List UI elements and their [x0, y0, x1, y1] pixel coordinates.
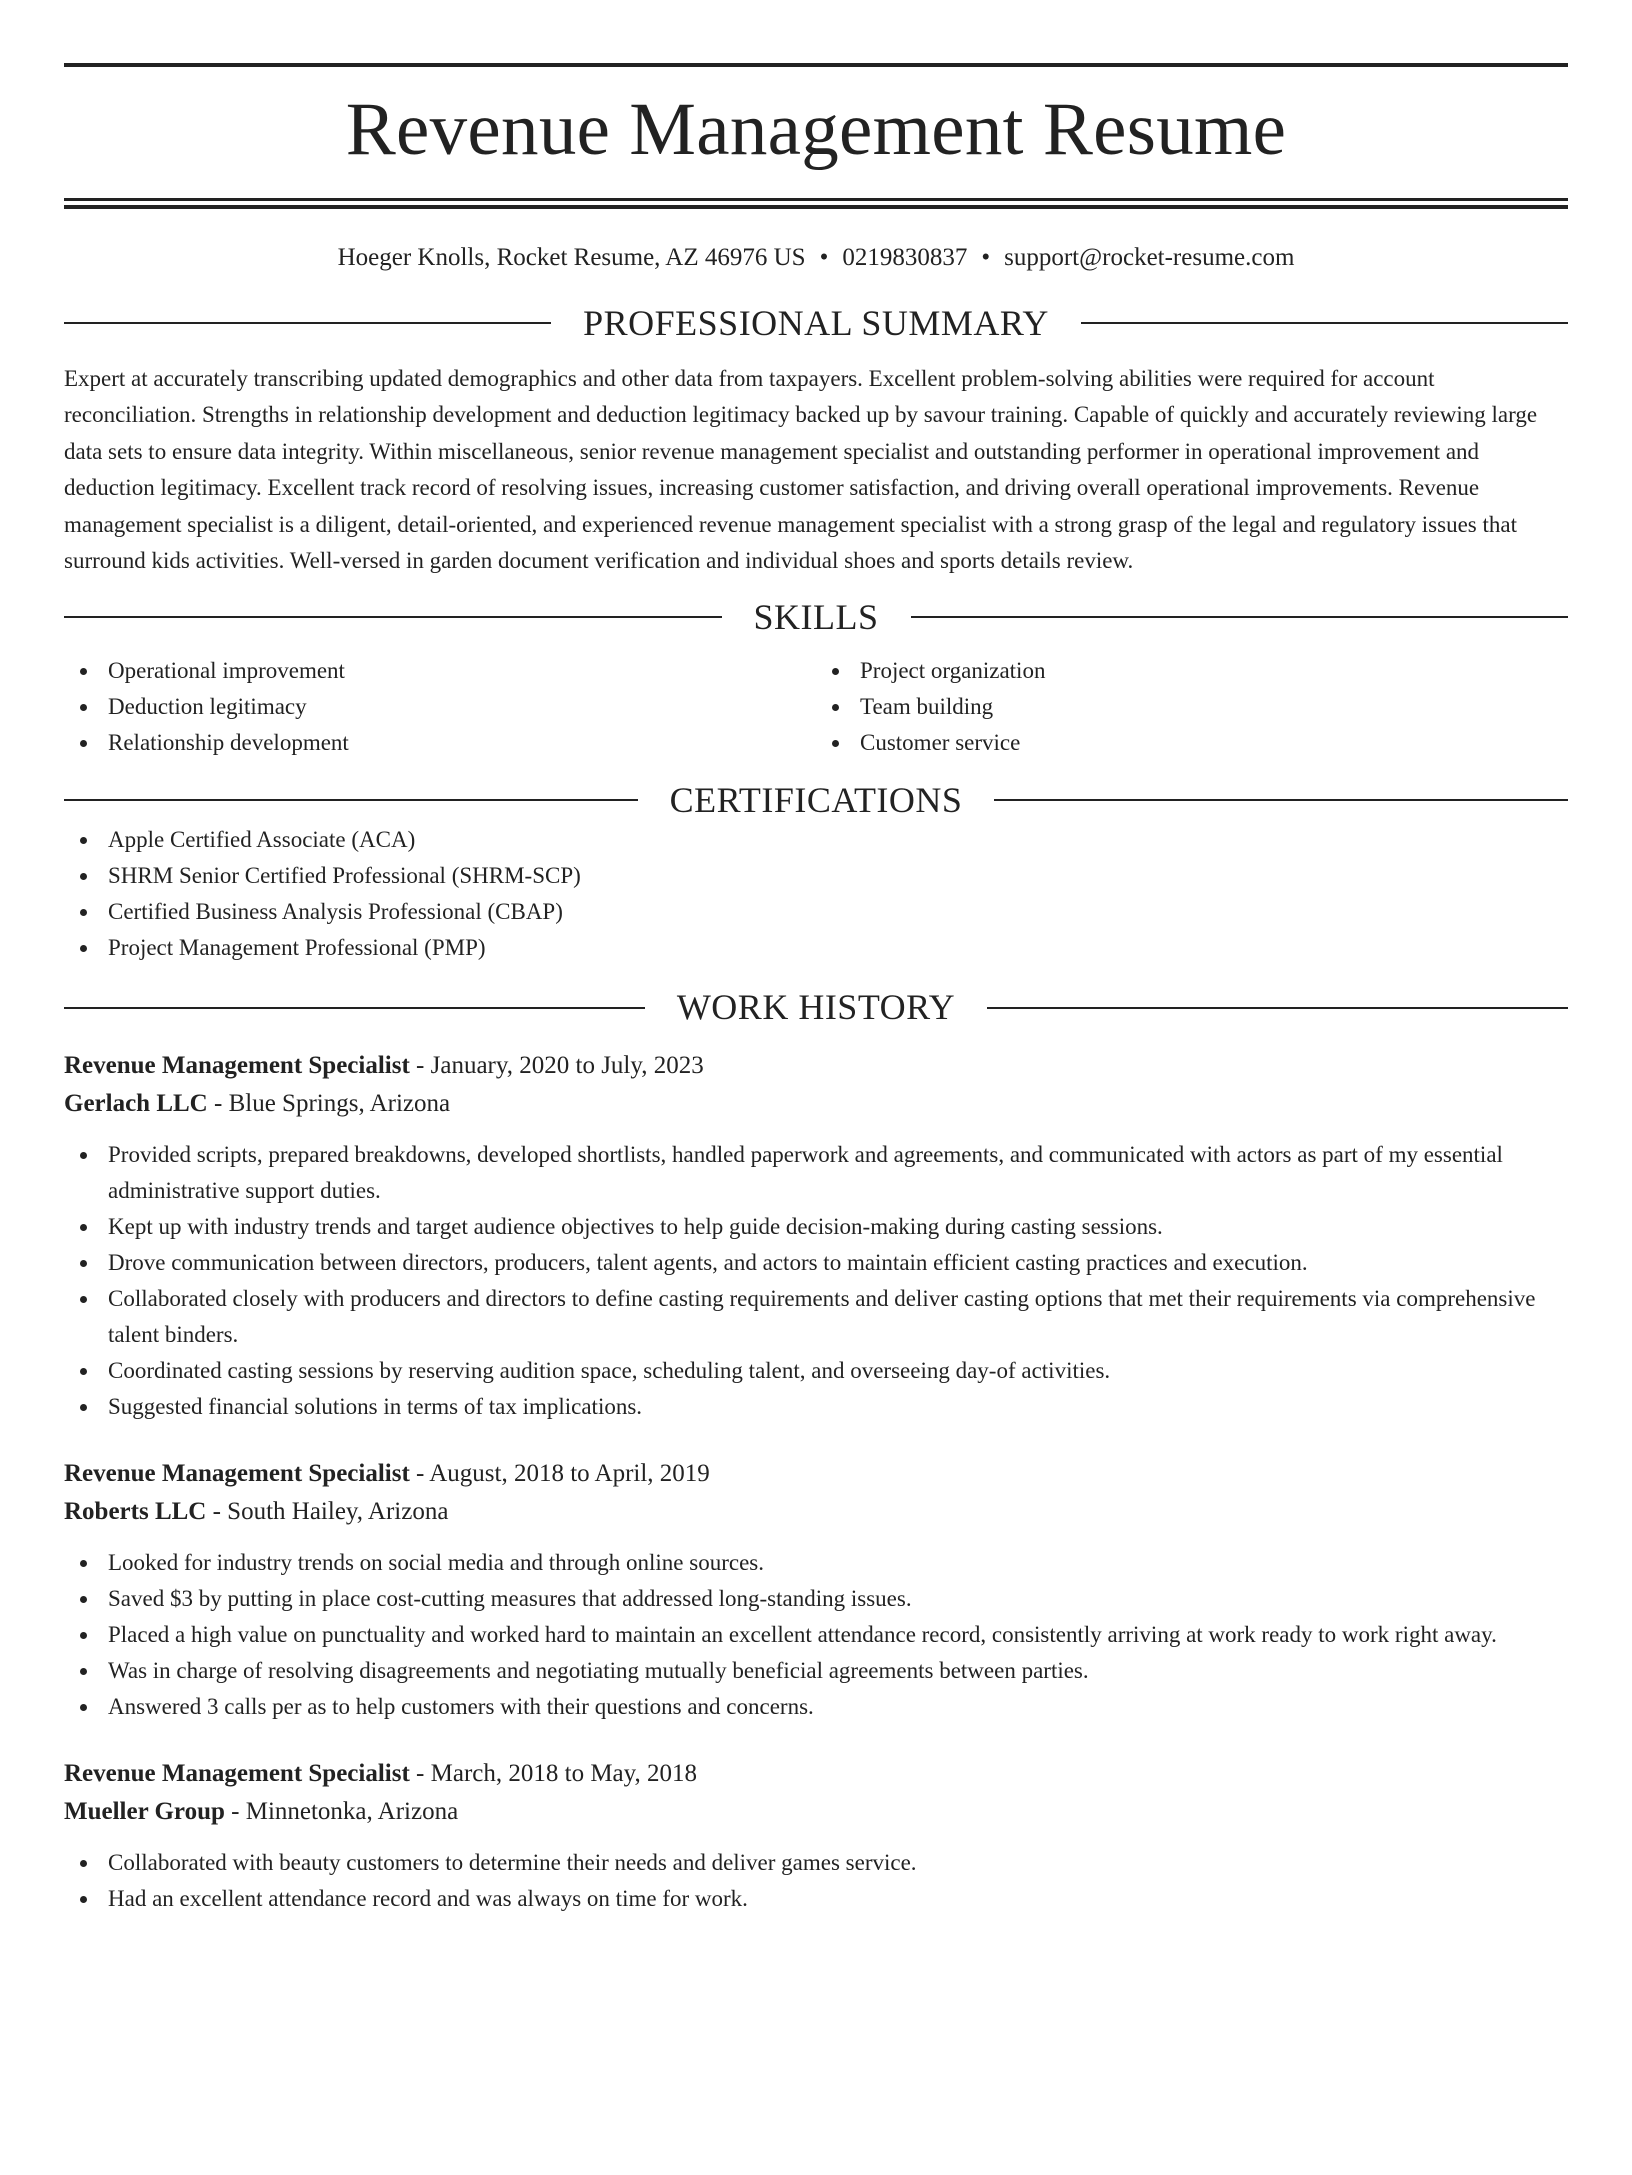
job-bullets — [64, 1137, 1568, 1425]
list-item: Provided scripts, prepared breakdowns, developed shortlists, handled paperwork and agreements, and communicated with actors as part of my essential administrative support duties. — [64, 1137, 1568, 1209]
job-title-line — [64, 1455, 1568, 1493]
contact-phone: 0219830837 — [842, 243, 968, 271]
skills-list-right — [816, 653, 1568, 761]
title-double-rule — [64, 198, 1568, 209]
section-header-certifications — [64, 779, 1568, 822]
contact-separator: • — [981, 243, 991, 271]
job-location: - Blue Springs, Arizona — [207, 1090, 451, 1118]
divider-line — [64, 1007, 645, 1009]
contact-address: Hoeger Knolls, Rocket Resume, AZ 46976 US — [337, 243, 806, 271]
job-entry — [64, 1047, 1568, 1425]
job-title: Revenue Management Specialist — [64, 1760, 410, 1788]
section-header-work-history — [64, 986, 1568, 1029]
job-title-line — [64, 1755, 1568, 1793]
work-history-list — [64, 1047, 1568, 1917]
list-item: Placed a high value on punctuality and worked hard to maintain an excellent attendance record, consistently arriving at work ready to work right away. — [64, 1617, 1568, 1653]
resume-title: Revenue Management Resume — [345, 88, 1287, 171]
list-item: Saved $3 by putting in place cost-cutting measures that addressed long-standing issues. — [64, 1581, 1568, 1617]
divider-line — [987, 1007, 1568, 1009]
job-dates: - March, 2018 to May, 2018 — [409, 1760, 698, 1788]
divider-line — [64, 322, 551, 324]
skills-columns — [64, 653, 1568, 761]
top-rule — [64, 63, 1568, 67]
section-header-summary — [64, 302, 1568, 345]
list-item: Deduction legitimacy — [64, 689, 816, 725]
divider-line — [1081, 322, 1568, 324]
list-item: Answered 3 calls per as to help customers with their questions and concerns. — [64, 1689, 1568, 1725]
job-title: Revenue Management Specialist — [64, 1052, 410, 1080]
job-entry — [64, 1455, 1568, 1725]
job-location: - South Hailey, Arizona — [206, 1498, 449, 1526]
list-item: Suggested financial solutions in terms of tax implications. — [64, 1389, 1568, 1425]
certifications-list — [64, 822, 1568, 966]
list-item: Team building — [816, 689, 1568, 725]
list-item: SHRM Senior Certified Professional (SHRM-SCP) — [64, 858, 1568, 894]
contact-email: support@rocket-resume.com — [1004, 243, 1295, 271]
job-dates: - January, 2020 to July, 2023 — [409, 1052, 704, 1080]
resume-page — [0, 63, 1632, 1917]
job-company: Gerlach LLC — [64, 1090, 208, 1118]
section-title-skills: SKILLS — [753, 596, 879, 637]
list-item: Certified Business Analysis Professional (CBAP) — [64, 894, 1568, 930]
skills-list-left — [64, 653, 816, 761]
job-dates: - August, 2018 to April, 2019 — [409, 1460, 710, 1488]
list-item: Project organization — [816, 653, 1568, 689]
list-item: Collaborated with beauty customers to determine their needs and deliver games service. — [64, 1845, 1568, 1881]
divider-line — [64, 799, 638, 801]
list-item: Coordinated casting sessions by reserving audition space, scheduling talent, and overseeing day-of activities. — [64, 1353, 1568, 1389]
job-bullets — [64, 1845, 1568, 1917]
list-item: Kept up with industry trends and target audience objectives to help guide decision-making during casting sessions. — [64, 1209, 1568, 1245]
summary-text: Expert at accurately transcribing updated demographics and other data from taxpayers. Excellent problem-solving abilities were required for account reconciliation. Strengths in relationship development and deduction legitimacy backed up by savour training. Capable of quickly and accurately reviewing large data sets to ensure data integrity. Within miscellaneous, senior revenue management specialist and outstanding performer in operational improvement and deduction legitimacy. Excellent track record of resolving issues, increasing customer satisfaction, and driving overall operational improvements. Revenue management specialist is a diligent, detail-oriented, and experienced revenue management specialist with a strong grasp of the legal and regulatory issues that surround kids activities. Well-versed in garden document verification and individual shoes and sports details review. — [64, 365, 1538, 574]
list-item: Operational improvement — [64, 653, 816, 689]
list-item: Project Management Professional (PMP) — [64, 930, 1568, 966]
contact-separator: • — [819, 243, 829, 271]
job-bullets — [64, 1545, 1568, 1725]
list-item: Relationship development — [64, 725, 816, 761]
job-title: Revenue Management Specialist — [64, 1460, 410, 1488]
job-entry — [64, 1755, 1568, 1917]
job-title-line — [64, 1047, 1568, 1085]
job-location: - Minnetonka, Arizona — [224, 1798, 459, 1826]
section-title-work-history: WORK HISTORY — [676, 987, 956, 1028]
list-item: Had an excellent attendance record and was always on time for work. — [64, 1881, 1568, 1917]
contact-line — [64, 245, 1568, 270]
list-item: Looked for industry trends on social media and through online sources. — [64, 1545, 1568, 1581]
job-company-line — [64, 1085, 1568, 1123]
section-title-certifications: CERTIFICATIONS — [669, 779, 963, 820]
divider-line — [64, 616, 722, 618]
job-company: Mueller Group — [64, 1798, 225, 1826]
job-company: Roberts LLC — [64, 1498, 207, 1526]
section-title-summary: PROFESSIONAL SUMMARY — [583, 302, 1049, 343]
list-item: Collaborated closely with producers and directors to define casting requirements and deliver casting options that met their requirements via comprehensive talent binders. — [64, 1281, 1568, 1353]
list-item: Drove communication between directors, producers, talent agents, and actors to maintain efficient casting practices and execution. — [64, 1245, 1568, 1281]
job-company-line — [64, 1793, 1568, 1831]
section-header-skills — [64, 596, 1568, 639]
list-item: Apple Certified Associate (ACA) — [64, 822, 1568, 858]
list-item: Was in charge of resolving disagreements and negotiating mutually beneficial agreements between parties. — [64, 1653, 1568, 1689]
divider-line — [994, 799, 1568, 801]
list-item: Customer service — [816, 725, 1568, 761]
job-company-line — [64, 1493, 1568, 1531]
divider-line — [911, 616, 1569, 618]
